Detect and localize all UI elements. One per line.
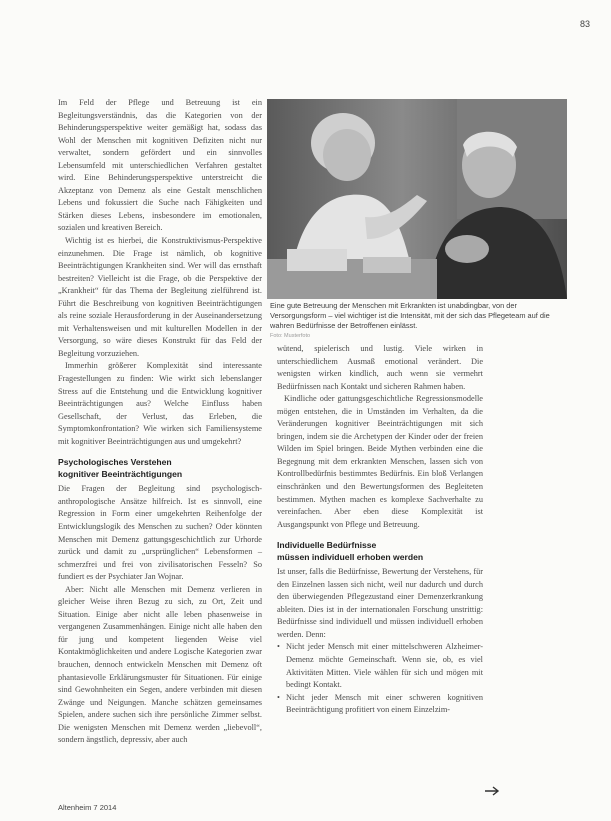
paragraph: Kindliche oder gattungsgeschichtliche Regressionsmodelle mögen entstehen, die in Umständen im Verhalten, da die Veränderungen kognitiver Beeinträchtigungen mit sich bringen, indem sie die Archetypen der Kinder oder der freien Wilden im Spiel bringen. Beide Mythen verbinden eine die Begegnung mit dem erkrankten Menschen, lassen sich von Kontrollbedürfnis bestimmtes Bedürfnis. Ein bloß Verlangen einschränken und den Bewertungsformen des Begleiteten bestimmen. Mythen machen es komplexe Sachverhalte zu vereinfachen. Aber eben diese Komplexität ist Ausgangspunkt von Pflege und Betreuung. <box>277 394 483 529</box>
photo-illustration <box>267 99 567 299</box>
paragraph: Immerhin größerer Komplexität sind interessante Fragestellungen zu finden: Wie wirkt sich lebenslanger Stress auf die Entstehung und die Entwicklung kognitiver Beeinträchtigungen aus? Welche Einfluss haben Gesellschaft, der Verlust, das Erleben, die Symptomkonfrontation? Wie wirken sich Familiensysteme mit kognitiver Beeinträchtigungen aus und umgekehrt? <box>58 361 262 446</box>
heading-line: Individuelle Bedürfnisse <box>277 540 377 551</box>
photo-caregiver-elderly-man <box>267 99 567 299</box>
heading-line: müssen individuell erhoben werden <box>277 551 424 562</box>
list-item: • Nicht jeder Mensch mit einer mittelschweren Alzheimer-Demenz möchte Gemeinschaft. Wenn sie, ob, es viel Aktivitäten Mitten. Viele wählen für sich und mögen mit bedingt Kontakt. <box>277 641 483 691</box>
paragraph: wütend, spielerisch und lustig. Viele wirken in unterschiedlichem Ausmaß emotional verändert. Die wenigsten wirken kindlich, auch wenn sie vermehrt Bedürfnissen nach Kontakt und sicheren Rahmen haben. <box>277 344 483 391</box>
heading-line: kognitiver Beeinträchtigungen <box>58 468 183 479</box>
heading-line: Psychologisches Verstehen <box>58 457 172 468</box>
photo-caption: Eine gute Betreuung der Menschen mit Erkrankten ist unabdingbar, von der Versorgungsform – viel wichtiger ist die Intensität, mit der sich das Pflegeteam auf die wahren Bedürfnisse der Betroffenen einlässt. <box>270 301 550 330</box>
section-heading-2 <box>277 540 483 563</box>
paragraph: Ist unser, falls die Bedürfnisse, Bewertung der Verstehens, für den Einzelnen lassen sich nicht, weil nur dadurch und durch den überwiegenden Pflegezustand einer Demenzerkrankung ableiten. Dies ist in der internationalen Forschung unstrittig: Bedürfnisse sind individuell und müssen individuell erhoben werden. Denn: <box>277 567 483 639</box>
section-heading-1 <box>58 457 262 480</box>
footer: Altenheim 7 2014 <box>58 803 117 812</box>
page-number: 83 <box>580 19 591 29</box>
arrow-right-icon <box>484 786 500 796</box>
left-column <box>58 97 262 747</box>
list-item: • Nicht jeder Mensch mit einer schweren kognitiven Beeinträchtigung profitiert von einem Einzelzim- <box>277 692 483 717</box>
right-column <box>277 343 483 717</box>
paragraph: Im Feld der Pflege und Betreuung ist ein Begleitungsverständnis, das die Kategorien von der Behinderungsperspektive weiter gemäßigt hat, sodass das Wohl der Menschen mit kognitiven Defiziten nicht nur verwaltet, sondern gefördert und ein sinnvolles Lebensumfeld mit unterschiedlichen Verfahren gestaltet wird. Eine Behinderungsperspektive unterstreicht die Akzeptanz von Demenz als eine Gestalt menschlichen Lebens und fokussiert die Suche nach Fähigkeiten und Stärken dieses Lebens, insbesondere im emotionalen, sozialen und kreativen Bereich. <box>58 98 262 233</box>
paragraph: Die Fragen der Begleitung sind psychologisch-anthropologische Ansätze hilfreich. Ist es sinnvoll, eine Regression in Form einer umgekehrten Reihenfolge der Entwicklungslogik des Menschen zu suchen? Oder könnten Menschen mit Demenz gattungsgeschichtlich zur Urhorde zurück und damit zu „ursprünglichen“ Lebensformen – schmerzfrei und frei von zivilisatorischen Fesseln? So fundiert es der Psychiater Jan Wojnar. <box>58 484 262 582</box>
photo-credit: Foto: Musterfoto <box>270 333 311 339</box>
paragraph: Wichtig ist es hierbei, die Konstruktivismus-Perspektive einzunehmen. Die Frage ist nämlich, ob kognitive Beeinträchtigungen Krankheiten sind. Wer will das ernsthaft bestreiten? Vielleicht ist die Frage, ob die Perspektive der „Krankheit“ für das Thema der Begleitung zielführend ist. Führt die Beschreibung von kognitiven Beeinträchtigungen als reine soziale Herausforderung in der Auseinandersetzung mit Verhaltensweisen und mit kulturellen Modellen in der Versorgung, so wäre dieses Konstrukt für das Feld der Begleitung vorzuziehen. <box>58 236 262 358</box>
bullet-list <box>277 641 483 716</box>
paragraph: Aber: Nicht alle Menschen mit Demenz verlieren in gleicher Weise ihren Bezug zu sich, zu Ort, Zeit und Situation. Einige aber nicht alle leben phasenweise in vergangenen Zusammenhängen. Einige nicht alle haben den für jung und kompetent liegenden Weise viel Kontaktmöglichkeiten und andere Logische Kategorien zwar brauchen, dennoch entwickeln Menschen mit Demenz oft phantasievolle Erklärungsmuster für Situationen. Für einige sind Gewohnheiten ein Segen, andere verbinden mit diesen Zwänge und Neigungen. Manche schätzen gemeinsames Spielen, andere suchen sich ihre persönliche Zimmer selbst. Die wenigsten Menschen mit Demenz werden „liebevoll“, sondern ängstlich, depressiv, aber auch <box>58 584 262 745</box>
